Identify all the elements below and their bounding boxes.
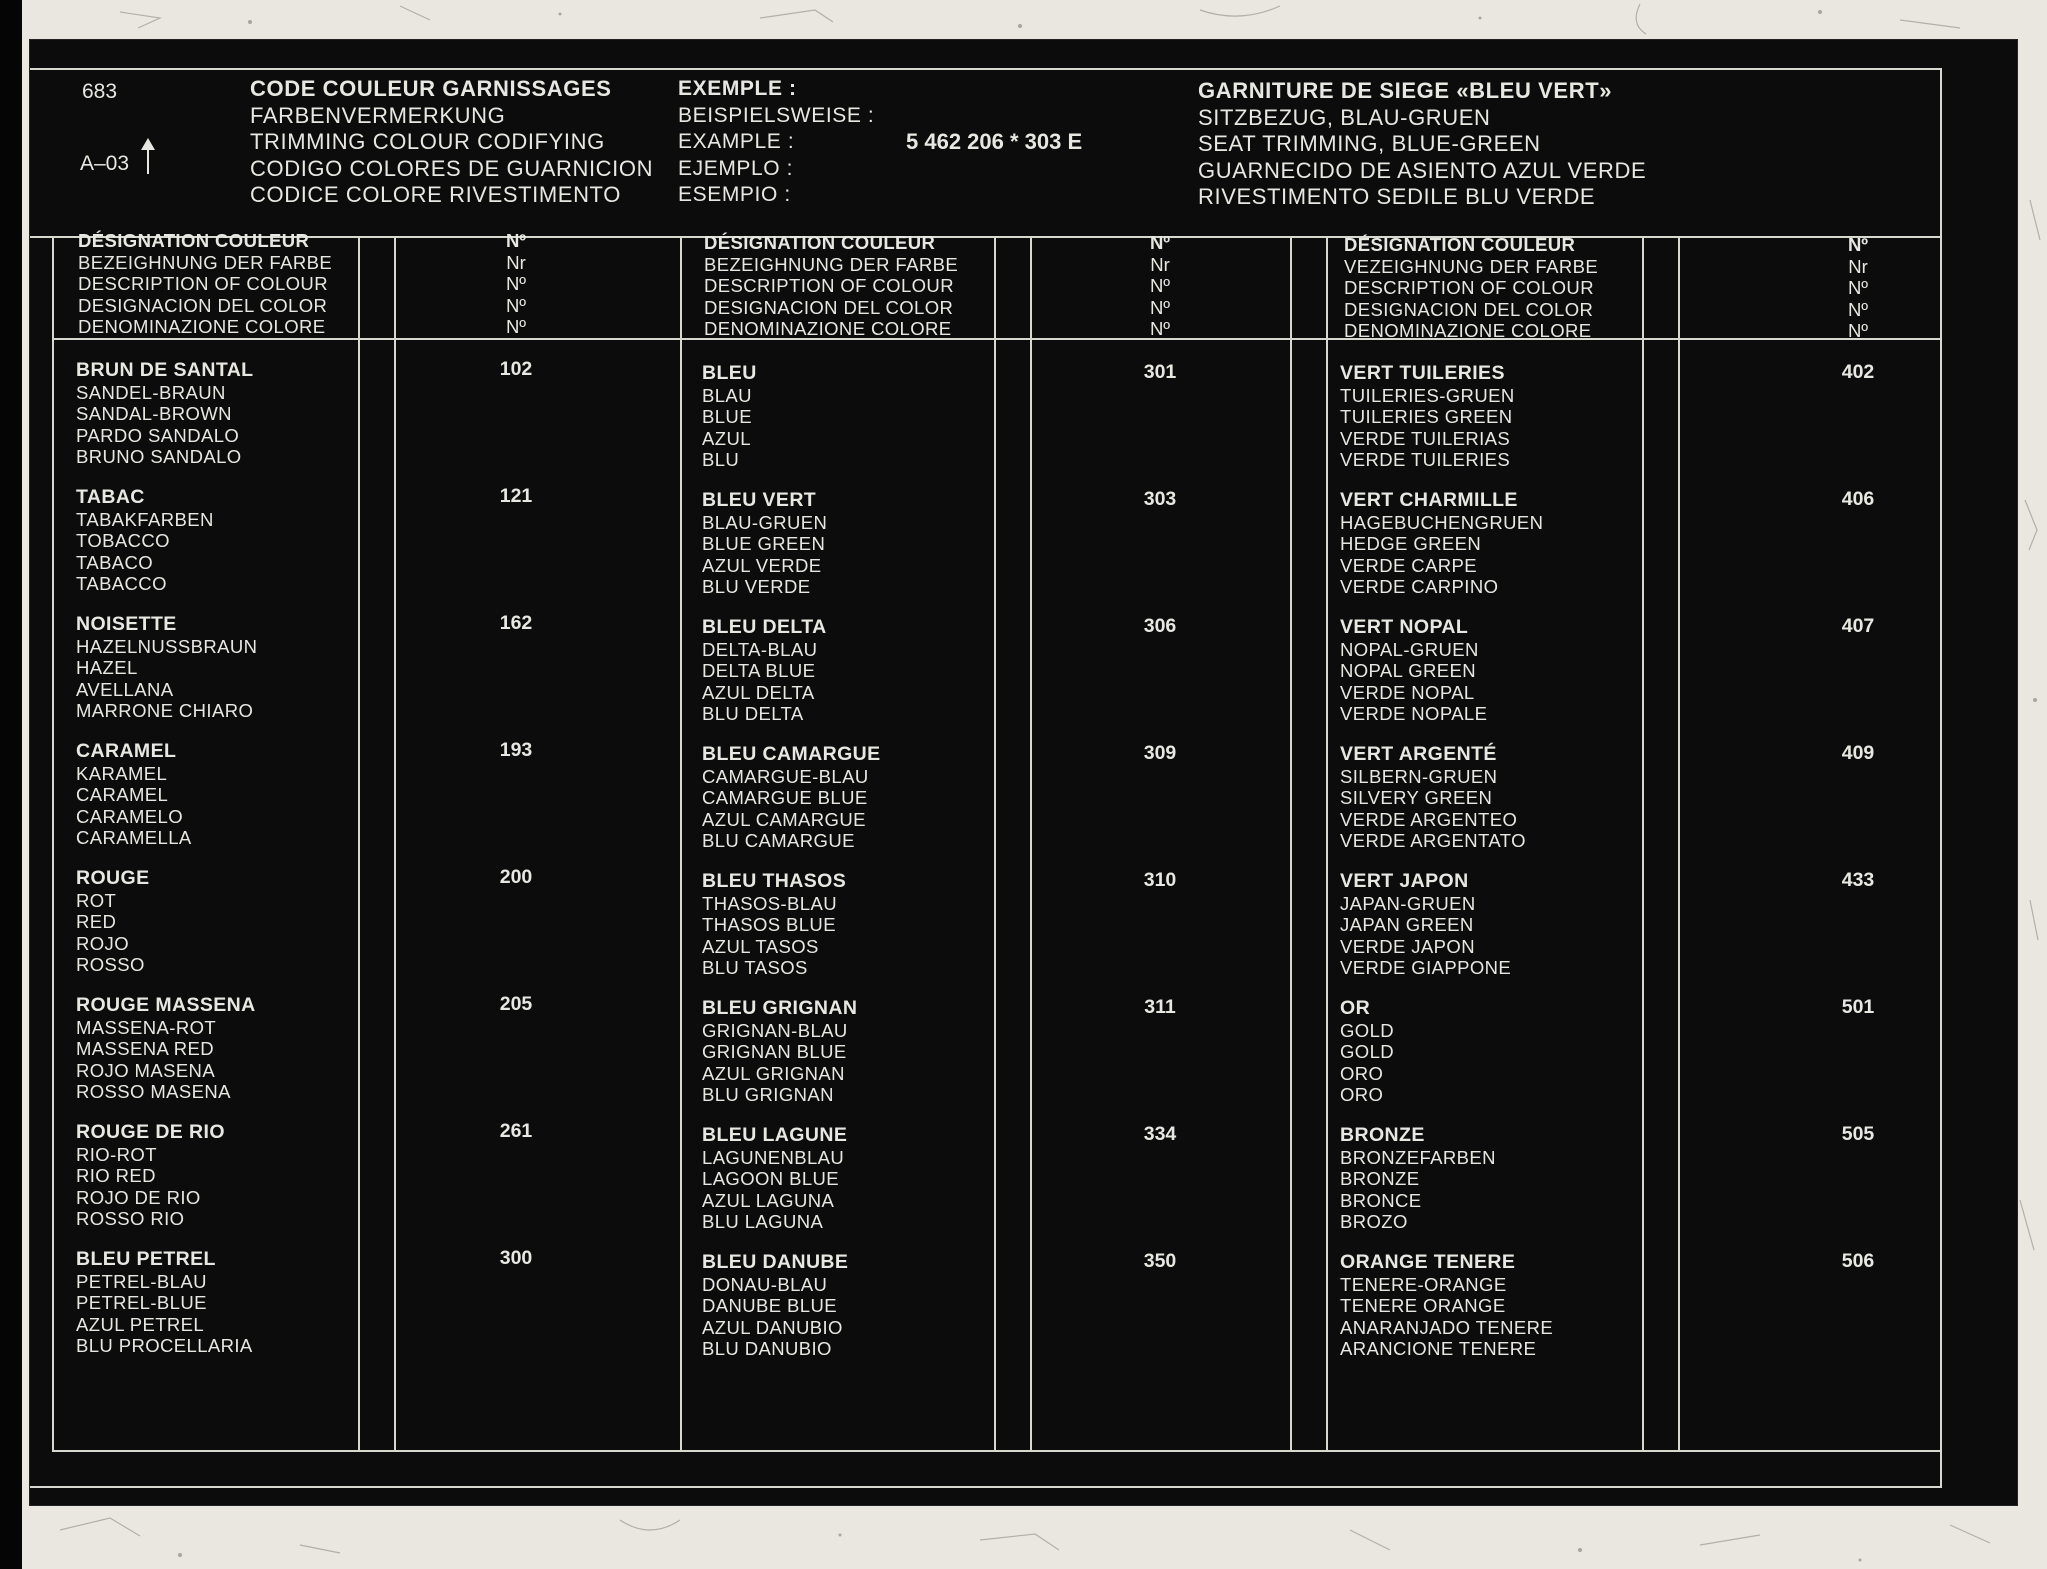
example-code: 5 462 206 * 303 E [906,129,1083,154]
colour-entry [1340,490,1543,598]
colour-translation: BLU LAGUNA [702,1211,824,1232]
colour-translation: VERDE CARPINO [1340,576,1499,597]
colour-translation: BLAU [702,384,752,406]
heading-line: DÉSIGNATION COULEUR [704,232,936,253]
colour-name: VERT NOPAL [1340,616,1469,638]
colour-translation: AZUL PETREL [76,1313,205,1335]
colour-translation: DANUBE BLUE [702,1295,837,1316]
colour-translation: BLU DELTA [702,703,804,724]
colour-translation: GRIGNAN BLUE [702,1041,847,1062]
number-heading-line: Nº [1847,298,1869,320]
colour-translation: JAPAN GREEN [1340,914,1474,935]
colour-translation: MARRONE CHIARO [76,700,254,721]
number-heading-line: Nº [1149,296,1171,318]
heading-line: DENOMINAZIONE COLORE [78,316,326,337]
heading-line: DESCRIPTION OF COLOUR [1344,277,1594,298]
colour-entry [76,868,150,976]
colour-translation: BRONZE [1340,1168,1420,1189]
colour-entry [76,741,192,849]
colour-entry [76,614,257,722]
colour-code: 407 [1841,615,1875,637]
colour-code: 301 [1143,361,1177,383]
title-line: CODIGO COLORES DE GUARNICION [250,155,654,181]
column-2-heading [704,232,958,340]
table-left-rule [52,236,54,1452]
colour-translation: JAPAN-GRUEN [1340,892,1476,914]
title-line: TRIMMING COLOUR CODIFYING [250,129,605,154]
heading-line: DESIGNACION DEL COLOR [1344,298,1594,320]
colour-code: 200 [499,866,533,888]
colour-translation: THASOS BLUE [702,914,836,935]
heading-line: DESCRIPTION OF COLOUR [704,275,954,296]
colour-translation: HAGEBUCHENGRUEN [1340,511,1544,533]
number-heading-line: Nº [1149,275,1171,296]
colour-name: ORANGE TENERE [1340,1251,1516,1273]
colour-translation: AZUL GRIGNAN [702,1062,845,1084]
colour-translation: SILVERY GREEN [1340,787,1493,808]
colour-translation: ROSSO RIO [76,1208,185,1229]
colour-name: BLEU [702,362,757,384]
col3-divider-a [1642,236,1644,1452]
colour-translation: SANDEL-BRAUN [76,381,226,403]
colour-translation: LAGUNENBLAU [702,1146,845,1168]
colour-entry [1340,1125,1496,1233]
colour-code: 505 [1841,1123,1875,1145]
column-3-number-heading [1828,234,1888,342]
colour-translation: ROSSO [76,954,145,975]
example-label: EJEMPLO : [678,156,794,180]
colour-translation: TUILERIES GREEN [1340,406,1513,427]
column-3-heading [1344,234,1598,342]
colour-translation: BLU GRIGNAN [702,1084,834,1105]
reference-code: A–03 [80,152,130,175]
colour-name: BLEU DANUBE [702,1251,849,1273]
colour-entry [702,363,757,471]
colour-translation: RIO RED [76,1165,156,1186]
col2-divider-c [1290,236,1292,1452]
colour-code: 506 [1841,1250,1875,1272]
colour-name: ROUGE [76,867,150,889]
colour-translation: VERDE NOPAL [1340,681,1475,703]
colour-code: 303 [1143,488,1177,510]
number-heading-line: Nr [1150,253,1170,275]
colour-name: BLEU DELTA [702,616,827,638]
colour-translation: ORO [1340,1062,1384,1084]
colour-translation: BLU CAMARGUE [702,830,855,851]
colour-translation: DELTA-BLAU [702,638,818,660]
colour-entry [1340,1252,1553,1360]
colour-translation: ROJO DE RIO [76,1186,201,1208]
colour-code: 193 [499,739,533,761]
example-description [1198,78,1646,211]
colour-entry [76,1122,225,1230]
colour-name: BLEU VERT [702,489,817,511]
number-heading-line: Nº [505,316,527,337]
number-heading-line: Nº [1847,234,1869,255]
colour-code: 409 [1841,742,1875,764]
colour-translation: HAZELNUSSBRAUN [76,635,258,657]
colour-translation: AZUL [702,427,751,449]
number-heading-line: Nº [1149,318,1171,339]
colour-translation: VERDE TUILERIAS [1340,427,1511,449]
colour-name: ROUGE DE RIO [76,1121,225,1143]
colour-entry [76,1249,253,1357]
colour-entry [1340,617,1487,725]
colour-translation: BLU TASOS [702,957,808,978]
colour-translation: DELTA BLUE [702,660,816,681]
colour-entry [702,490,827,598]
heading-line: DENOMINAZIONE COLORE [1344,320,1592,341]
example-desc-line: GARNITURE DE SIEGE «BLEU VERT» [1198,78,1613,103]
colour-name: VERT ARGENTÉ [1340,743,1497,765]
colour-entry [1340,363,1515,471]
colour-translation: NOPAL-GRUEN [1340,638,1479,660]
colour-translation: VERDE GIAPPONE [1340,957,1512,978]
colour-translation: CAMARGUE-BLAU [702,765,869,787]
colour-translation: BLU DANUBIO [702,1338,832,1359]
colour-code: 309 [1143,742,1177,764]
colour-translation: BLU PROCELLARIA [76,1335,253,1356]
colour-translation: RED [76,911,117,932]
colour-name: ROUGE MASSENA [76,994,256,1016]
title-line: CODE COULEUR GARNISSAGES [250,76,612,101]
col3-divider-b [1678,236,1680,1452]
colour-name: BLEU LAGUNE [702,1124,848,1146]
colour-name: VERT CHARMILLE [1340,489,1518,511]
colour-translation: BRONZEFARBEN [1340,1146,1496,1168]
colour-translation: VERDE CARPE [1340,554,1478,576]
colour-translation: ROSSO MASENA [76,1081,231,1102]
colour-translation: AZUL CAMARGUE [702,808,866,830]
colour-name: CARAMEL [76,740,177,762]
example-label: EXEMPLE : [678,77,797,100]
colour-translation: ROJO MASENA [76,1059,216,1081]
colour-entry [1340,871,1511,979]
colour-entry [702,1252,848,1360]
colour-code: 311 [1144,996,1176,1018]
colour-name: NOISETTE [76,613,177,635]
colour-translation: AVELLANA [76,678,174,700]
colour-translation: THASOS-BLAU [702,892,837,914]
col2-divider-d [1326,236,1328,1452]
colour-translation: BLAU-GRUEN [702,511,828,533]
up-arrow-icon [147,140,149,174]
colour-translation: ORO [1340,1084,1384,1105]
colour-translation: ARANCIONE TENERE [1340,1338,1537,1359]
colour-translation: VERDE JAPON [1340,935,1475,957]
colour-name: OR [1340,997,1371,1019]
colour-translation: AZUL DANUBIO [702,1316,843,1338]
colour-translation: TABACO [76,551,154,573]
col1-divider-c [680,236,682,1452]
colour-translation: VERDE NOPALE [1340,703,1488,724]
example-label: BEISPIELSWEISE : [678,103,875,127]
colour-entry [76,487,214,595]
example-label: EXAMPLE : [678,130,795,153]
colour-code: 310 [1143,869,1177,891]
colour-name: TABAC [76,486,145,508]
colour-code: 102 [499,358,533,380]
colour-entry [76,360,253,468]
colour-translation: TUILERIES-GRUEN [1340,384,1515,406]
colour-entry [76,995,256,1103]
col2-divider-b [1030,236,1032,1452]
colour-name: VERT JAPON [1340,870,1469,892]
colour-translation: GOLD [1340,1041,1395,1062]
title-line: FARBENVERMERKUNG [250,102,506,128]
colour-translation: TENERE ORANGE [1340,1295,1506,1316]
colour-translation: AZUL DELTA [702,681,815,703]
colour-translation: BRONCE [1340,1189,1422,1211]
colour-translation: PETREL-BLUE [76,1292,207,1313]
column-head-rule [52,338,1942,340]
column-1-heading [78,230,332,338]
colour-translation: BLUE [702,406,752,427]
heading-line: DESIGNACION DEL COLOR [704,296,954,318]
colour-translation: SANDAL-BROWN [76,403,232,424]
example-desc-line: SITZBEZUG, BLAU-GRUEN [1198,104,1491,130]
colour-translation: CARAMEL [76,784,169,805]
colour-code-sheet [30,40,2017,1505]
example-desc-line: SEAT TRIMMING, BLUE-GREEN [1198,131,1541,156]
colour-entry [702,871,846,979]
col2-divider-a [994,236,996,1452]
heading-line: DESCRIPTION OF COLOUR [78,273,328,294]
colour-code: 350 [1143,1250,1177,1272]
colour-entry [1340,744,1526,852]
number-heading-line: Nr [506,251,526,273]
colour-entry [702,617,827,725]
colour-translation: PARDO SANDALO [76,424,240,446]
colour-code: 306 [1143,615,1177,637]
column-2-number-heading [1130,232,1190,340]
table-bottom-rule [52,1450,1942,1452]
colour-translation: AZUL LAGUNA [702,1189,835,1211]
colour-code: 334 [1143,1123,1177,1145]
colour-translation: GOLD [1340,1019,1395,1041]
col1-divider-a [358,236,360,1452]
colour-translation: NOPAL GREEN [1340,660,1476,681]
colour-translation: TENERE-ORANGE [1340,1273,1507,1295]
colour-translation: HAZEL [76,657,138,678]
colour-translation: VERDE TUILERIES [1340,449,1511,470]
colour-code: 402 [1841,361,1875,383]
heading-line: DENOMINAZIONE COLORE [704,318,952,339]
colour-entry [1340,998,1394,1106]
heading-line: DÉSIGNATION COULEUR [78,230,310,251]
colour-translation: KARAMEL [76,762,168,784]
example-labels [678,76,874,209]
colour-translation: TOBACCO [76,530,170,551]
number-heading-line: Nº [1149,232,1171,253]
number-heading-line: Nr [1848,255,1868,277]
page-number: 683 [82,80,118,103]
colour-translation: SILBERN-GRUEN [1340,765,1498,787]
colour-code: 300 [499,1247,533,1269]
colour-name: BRONZE [1340,1124,1425,1146]
colour-translation: MASSENA-ROT [76,1016,217,1038]
colour-entry [702,1125,847,1233]
colour-name: BLEU GRIGNAN [702,997,858,1019]
colour-name: BLEU THASOS [702,870,847,892]
example-desc-line: GUARNECIDO DE ASIENTO AZUL VERDE [1198,157,1647,183]
colour-translation: HEDGE GREEN [1340,533,1482,554]
colour-code: 261 [499,1120,533,1142]
colour-translation: TABACCO [76,573,167,594]
heading-line: DESIGNACION DEL COLOR [78,294,328,316]
colour-translation: AZUL TASOS [702,935,819,957]
colour-translation: BLU VERDE [702,576,811,597]
film-edge [0,0,22,1569]
colour-translation: AZUL VERDE [702,554,822,576]
heading-line: DÉSIGNATION COULEUR [1344,234,1576,255]
colour-entry [702,998,857,1106]
colour-name: BLEU PETREL [76,1248,216,1270]
colour-code: 121 [499,485,533,507]
colour-entry [702,744,881,852]
colour-translation: PETREL-BLAU [76,1270,207,1292]
colour-translation: LAGOON BLUE [702,1168,840,1189]
number-heading-line: Nº [505,294,527,316]
colour-translation: ROJO [76,932,129,954]
title-line: CODICE COLORE RIVESTIMENTO [250,182,621,207]
colour-code: 162 [499,612,533,634]
example-label: ESEMPIO : [678,183,791,206]
colour-name: VERT TUILERIES [1340,362,1505,384]
colour-translation: BLUE GREEN [702,533,826,554]
colour-code: 205 [499,993,533,1015]
colour-translation: ROT [76,889,117,911]
colour-translation: DONAU-BLAU [702,1273,828,1295]
title-block [250,76,653,209]
colour-translation: BLU [702,449,740,470]
colour-translation: VERDE ARGENTATO [1340,830,1526,851]
colour-translation: BRUNO SANDALO [76,446,242,467]
number-heading-line: Nº [1847,277,1869,298]
colour-translation: BROZO [1340,1211,1408,1232]
example-desc-line: RIVESTIMENTO SEDILE BLU VERDE [1198,184,1596,209]
colour-name: BLEU CAMARGUE [702,743,881,765]
colour-code: 406 [1841,488,1875,510]
colour-code: 433 [1841,869,1875,891]
colour-code: 501 [1841,996,1875,1018]
number-heading-line: Nº [505,230,527,251]
heading-line: BEZEIGHNUNG DER FARBE [704,253,959,275]
col1-divider-b [394,236,396,1452]
colour-translation: ANARANJADO TENERE [1340,1316,1554,1338]
colour-translation: CAMARGUE BLUE [702,787,868,808]
colour-translation: MASSENA RED [76,1038,215,1059]
number-heading-line: Nº [1847,320,1869,341]
heading-line: BEZEIGHNUNG DER FARBE [78,251,333,273]
colour-translation: TABAKFARBEN [76,508,214,530]
heading-line: VEZEIGHNUNG DER FARBE [1344,255,1599,277]
colour-translation: CARAMELO [76,805,184,827]
colour-name: BRUN DE SANTAL [76,359,254,381]
number-heading-line: Nº [505,273,527,294]
colour-translation: VERDE ARGENTEO [1340,808,1518,830]
colour-translation: CARAMELLA [76,827,192,848]
column-1-number-heading [486,230,546,338]
colour-translation: GRIGNAN-BLAU [702,1019,848,1041]
colour-translation: RIO-ROT [76,1143,157,1165]
